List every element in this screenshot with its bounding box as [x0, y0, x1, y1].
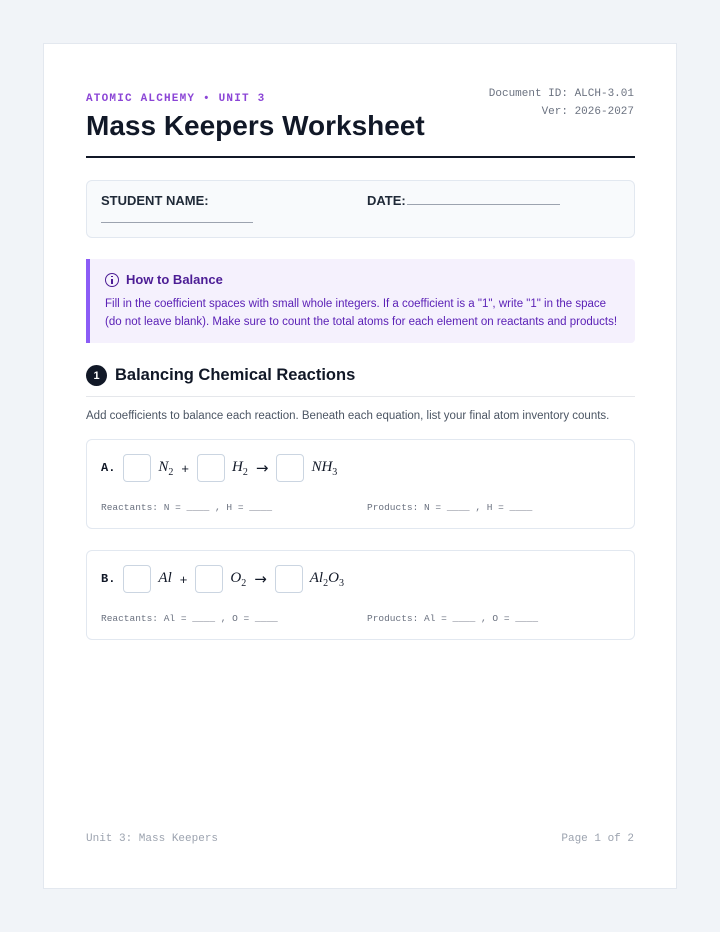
page-title: Mass Keepers Worksheet: [86, 110, 425, 141]
product-formula: $Al_2O_3$: [309, 569, 344, 589]
callout-title: How to Balance: [126, 272, 223, 287]
student-name-field[interactable]: [101, 222, 253, 223]
section-header: [86, 365, 355, 386]
reactant-count: Reactants: Al = ____ , O = ____: [101, 613, 278, 624]
reactant-formula: $O_2$: [230, 569, 247, 589]
coefficient-input[interactable]: [195, 565, 223, 593]
footer-page-number: Page 1 of 2: [561, 833, 634, 845]
date-label: DATE:: [367, 193, 406, 208]
plus-sign: +: [181, 460, 190, 476]
coefficient-input[interactable]: [123, 454, 151, 482]
coefficient-input[interactable]: [197, 454, 225, 482]
product-count: Products: N = ____ , H = ____: [367, 502, 533, 513]
problem-card-a: [86, 439, 635, 529]
info-icon: [105, 273, 119, 287]
reactant-count: Reactants: N = ____ , H = ____: [101, 502, 273, 513]
section-divider: [86, 396, 635, 397]
problem-card-b: [86, 550, 635, 640]
reactant-formula: $N_2$: [158, 458, 174, 478]
section-title: Balancing Chemical Reactions: [115, 366, 356, 384]
reactant-formula: Al: [158, 569, 172, 586]
reaction-arrow: →: [254, 570, 267, 588]
equation-row: [101, 454, 345, 482]
coefficient-input[interactable]: [123, 565, 151, 593]
document-id: Document ID: ALCH-3.01: [488, 88, 634, 100]
document-version: Ver: 2026-2027: [541, 106, 634, 118]
date-field[interactable]: [407, 204, 560, 205]
worksheet-page: [43, 43, 677, 889]
product-count: Products: Al = ____ , O = ____: [367, 613, 539, 624]
callout-body: Fill in the coefficient spaces with small whole integers. If a coefficient is a "1", write "1" in the space (do not leave blank). Make sure to count the total atoms for each element on reactants and products!: [105, 298, 618, 328]
reactant-formula: $H_2$: [232, 458, 248, 478]
problem-letter: A.: [101, 461, 116, 475]
how-to-balance-callout: [86, 259, 635, 343]
unit-kicker: ATOMIC ALCHEMY • UNIT 3: [86, 93, 266, 105]
student-info-box: [86, 180, 635, 238]
document-meta: [489, 85, 634, 121]
plus-sign: +: [179, 571, 188, 587]
coefficient-input[interactable]: [275, 565, 303, 593]
coefficient-input[interactable]: [276, 454, 304, 482]
title-divider: [86, 156, 635, 158]
student-name-label: STUDENT NAME:: [101, 193, 209, 208]
product-formula: $NH_3$: [311, 458, 338, 478]
equation-row: [101, 565, 352, 593]
footer-unit: Unit 3: Mass Keepers: [86, 833, 219, 845]
reaction-arrow: →: [255, 459, 269, 477]
problem-letter: B.: [101, 572, 116, 586]
section-number-badge: 1: [86, 365, 107, 386]
callout-header: [105, 272, 223, 287]
section-instructions: Add coefficients to balance each reaction. Beneath each equation, list your final atom inventory counts.: [86, 410, 610, 422]
